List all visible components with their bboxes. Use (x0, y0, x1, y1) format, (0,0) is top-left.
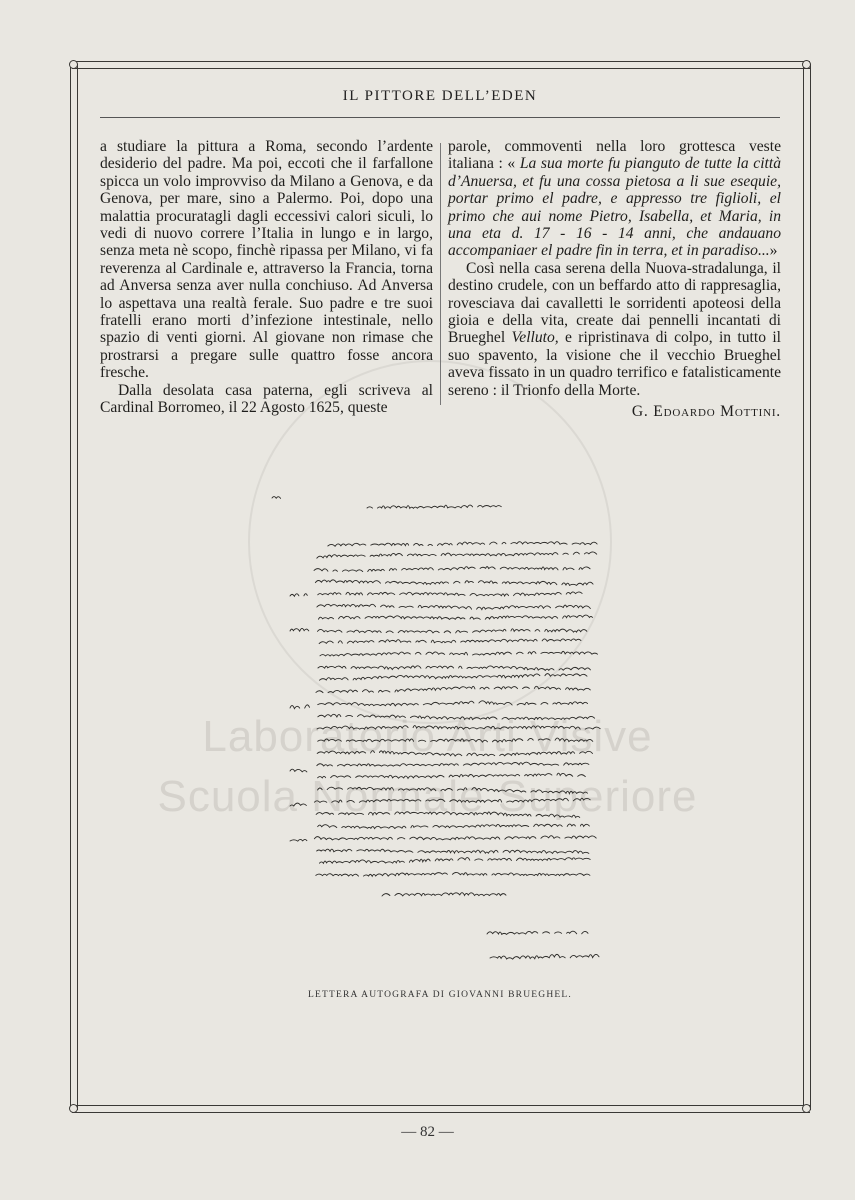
handwriting-stroke (316, 686, 595, 692)
handwriting-stroke (487, 931, 588, 934)
article-right-column (448, 138, 781, 421)
handwriting-stroke (317, 604, 595, 609)
handwriting-stroke (319, 639, 581, 644)
handwriting-stroke (290, 705, 310, 709)
handwriting-stroke (382, 893, 506, 896)
handwriting-stroke (290, 594, 307, 597)
handwriting-stroke (315, 580, 593, 586)
frame-top-border (72, 61, 810, 69)
handwriting-stroke (316, 872, 590, 876)
handwriting-stroke (367, 505, 501, 508)
italic-word: Velluto, (511, 329, 559, 347)
handwriting-stroke (318, 738, 598, 742)
handwriting-stroke (314, 798, 590, 802)
handwriting-stroke (290, 803, 306, 806)
handwriting-stroke (318, 592, 582, 596)
handwriting-stroke (317, 751, 592, 756)
corner-ornament-icon (802, 1104, 811, 1113)
running-head-title: IL PITTORE DELL’EDEN (342, 88, 538, 104)
handwriting-stroke (317, 762, 589, 766)
handwriting-stroke (319, 674, 586, 681)
corner-ornament-icon (69, 60, 78, 69)
article-left-column (100, 138, 433, 417)
paragraph: a studiare la pittura a Roma, secondo l’ardente desiderio del padre. Ma poi, eccoti che il farfallone spicca un volo improvviso da Milano a Genova, e da Genova, per mare, sino a Palermo. Poi, dopo una malattia procuratagli dagli eccessivi calori siculi, lo vedi di nuovo correre l’Italia in lungo e in largo, senza meta nè scopo, finchè ripassa per Milano, vi fa reverenza al Cardinale e, attraverso la Francia, torna ad Anversa senza aver nulla conchiuso. Ad Anversa lo aspettava una realtà ferale. Suo padre e tre suoi fratelli erano morti d’infezione intestinale, nello spazio di venti giorni. Al giovane non rimase che prostrarsi a pregare sulle quattro fosse ancora fresche. (100, 138, 433, 382)
paragraph-text: Così nella casa serena della Nuova-stradalunga, il destino crudele, con un beffardo atto di rappresaglia, rovesciava dai cavalletti le sorridenti apoteosi della gioia e della vita, create dai pennelli incantati di Brueghel (448, 259, 781, 347)
paragraph (448, 138, 781, 260)
handwriting-stroke (490, 954, 599, 959)
paragraph-text: e ripristinava di colpo, in tutto il suo spavento, la visione che il vecchio Brueghel aveva fissato in un quadro terrifico e fatalisticamente sereno : il Trionfo della Morte. (448, 329, 781, 399)
handwriting-stroke (272, 497, 281, 499)
handwriting-stroke (318, 701, 588, 706)
handwriting-stroke (318, 666, 591, 671)
frame-right-border (803, 64, 811, 1110)
handwriting-stroke (317, 629, 586, 633)
handwriting-stroke (317, 849, 589, 853)
handwriting-stroke (328, 542, 597, 547)
author-signature: G. Edoardo Mottini. (631, 403, 781, 421)
header-rule (100, 117, 780, 118)
corner-ornament-icon (802, 60, 811, 69)
handwriting-stroke (314, 836, 596, 840)
frame-left-border (70, 64, 78, 1110)
handwriting-stroke (319, 858, 590, 864)
column-divider (440, 143, 441, 405)
handwriting-stroke (318, 824, 595, 829)
handwriting-stroke (317, 552, 597, 558)
handwriting-stroke (316, 812, 585, 818)
handwriting-stroke (320, 651, 598, 656)
handwriting-stroke (290, 628, 309, 631)
handwriting-stroke (318, 787, 588, 793)
quote-close: » (769, 242, 778, 260)
figure-caption: LETTERA AUTOGRAFA DI GIOVANNI BRUEGHEL. (308, 990, 572, 1000)
handwriting-stroke (314, 567, 595, 572)
handwriting-stroke (318, 615, 592, 619)
paragraph: Dalla desolata casa paterna, egli scriveva al Cardinal Borromeo, il 22 Agosto 1625, queste (100, 381, 433, 417)
corner-ornament-icon (69, 1104, 78, 1113)
frame-bottom-border (72, 1105, 810, 1113)
watermark-line-1: Laboratorio Arti Visive (202, 712, 653, 761)
handwriting-stroke (318, 773, 586, 778)
quote-intro: parole, commoventi nella loro grottesca veste italiana : « (448, 138, 781, 173)
page-number: — 82 — (401, 1124, 454, 1140)
handwriting-stroke (318, 714, 595, 719)
quote-text: La sua morte fu pianguto de tutte la città d’Anuersa, et fu una cossa pietosa a li sue esequie, portar primo el padre, e appresso tre figlioli, el primo che aui nome Pietro, Isabella, et Maria, in una eta d. 17 - 16 - 14 anni, che andauano accompaniaer el padre fin in terra, et in paradiso... (448, 155, 781, 260)
handwriting-stroke (290, 769, 307, 772)
paragraph (448, 260, 781, 399)
handwriting-stroke (317, 726, 600, 730)
handwriting-stroke (290, 839, 307, 841)
handwritten-letter-image (262, 486, 602, 976)
watermark-line-2: Scuola Normale Superiore (157, 772, 698, 821)
